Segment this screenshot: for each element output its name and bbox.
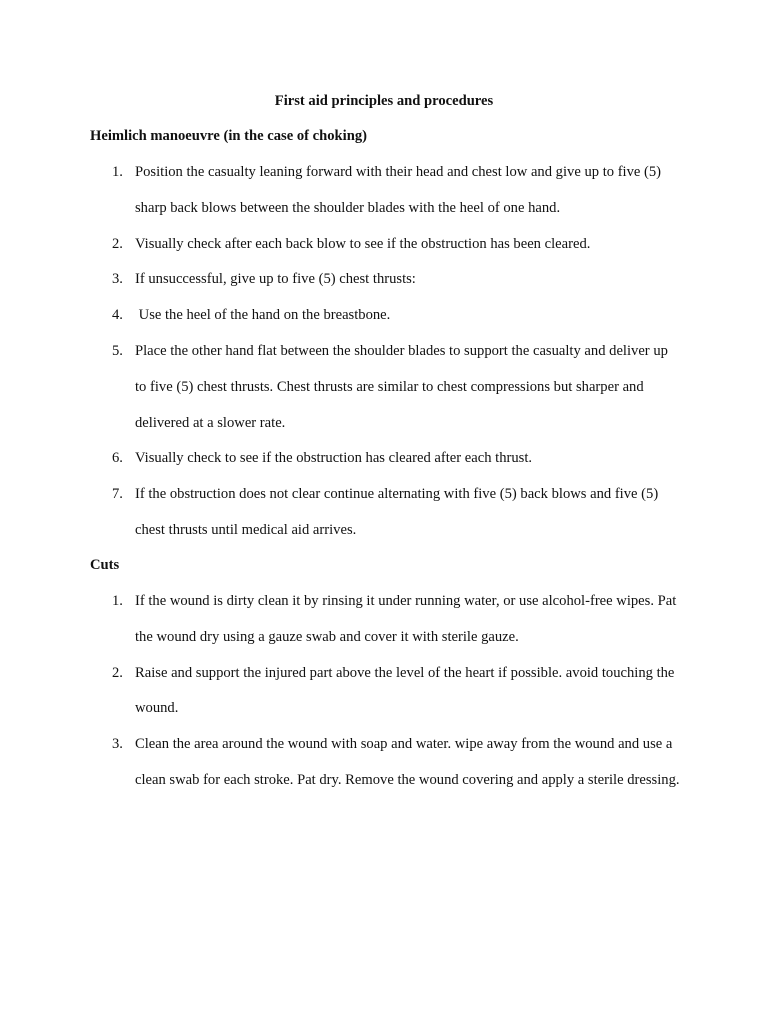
list-item-number: 3. [112, 271, 123, 288]
heimlich-steps-list [0, 155, 768, 549]
list-item-number: 1. [112, 164, 123, 180]
list-item-text: Clean the area around the wound with soap and water. wipe away from the wound and use a clean swab for each stroke. Pat dry. Remove the wound covering and apply a sterile dressing. [135, 736, 680, 788]
list-item-text: If the wound is dirty clean it by rinsing it under running water, or use alcohol-free wipes. Pat the wound dry using a gauze swab and cover it with sterile gauze. [135, 593, 677, 645]
section-heading-cuts: Cuts [90, 557, 120, 573]
page-title: First aid principles and procedures [274, 93, 494, 109]
list-item-text: Use the heel of the hand on the breastbone. [135, 307, 391, 324]
list-item [0, 227, 680, 263]
list-item [0, 727, 680, 799]
list-item-text: Raise and support the injured part above the level of the heart if possible. avoid touching the wound. [135, 664, 675, 717]
list-item [0, 334, 680, 441]
list-item-text: Visually check to see if the obstruction has cleared after each thrust. [135, 450, 533, 467]
list-item-text: Visually check after each back blow to see if the obstruction has been cleared. [135, 235, 591, 252]
list-item [0, 155, 680, 227]
list-item-text: Place the other hand flat between the shoulder blades to support the casualty and deliver up to five (5) chest thrusts. Chest thrusts are similar to chest compressions but sharper and delivered at a slower rate. [135, 342, 668, 431]
cuts-steps-list [0, 584, 768, 799]
list-item [0, 262, 680, 298]
list-item-text: If the obstruction does not clear continue alternating with five (5) back blows and five (5) chest thrusts until medical aid arrives. [135, 486, 659, 538]
list-item-number: 3. [112, 736, 123, 753]
section-heading-heimlich: Heimlich manoeuvre (in the case of choking) [90, 128, 367, 144]
list-item-number: 5. [112, 342, 123, 359]
list-item [0, 477, 680, 549]
list-item-text: If unsuccessful, give up to five (5) chest thrusts: [135, 271, 416, 288]
list-item [0, 656, 680, 728]
list-item-number: 1. [112, 593, 123, 609]
list-item [0, 584, 680, 656]
list-item-number: 6. [112, 450, 123, 467]
list-item-number: 2. [112, 664, 123, 681]
list-item-number: 2. [112, 235, 123, 252]
list-item [0, 441, 680, 477]
list-item [0, 298, 680, 334]
list-item-number: 4. [112, 307, 123, 324]
list-item-text: Position the casualty leaning forward with their head and chest low and give up to five (5) sharp back blows between the shoulder blades with the heel of one hand. [135, 164, 662, 216]
list-item-number: 7. [112, 486, 123, 503]
